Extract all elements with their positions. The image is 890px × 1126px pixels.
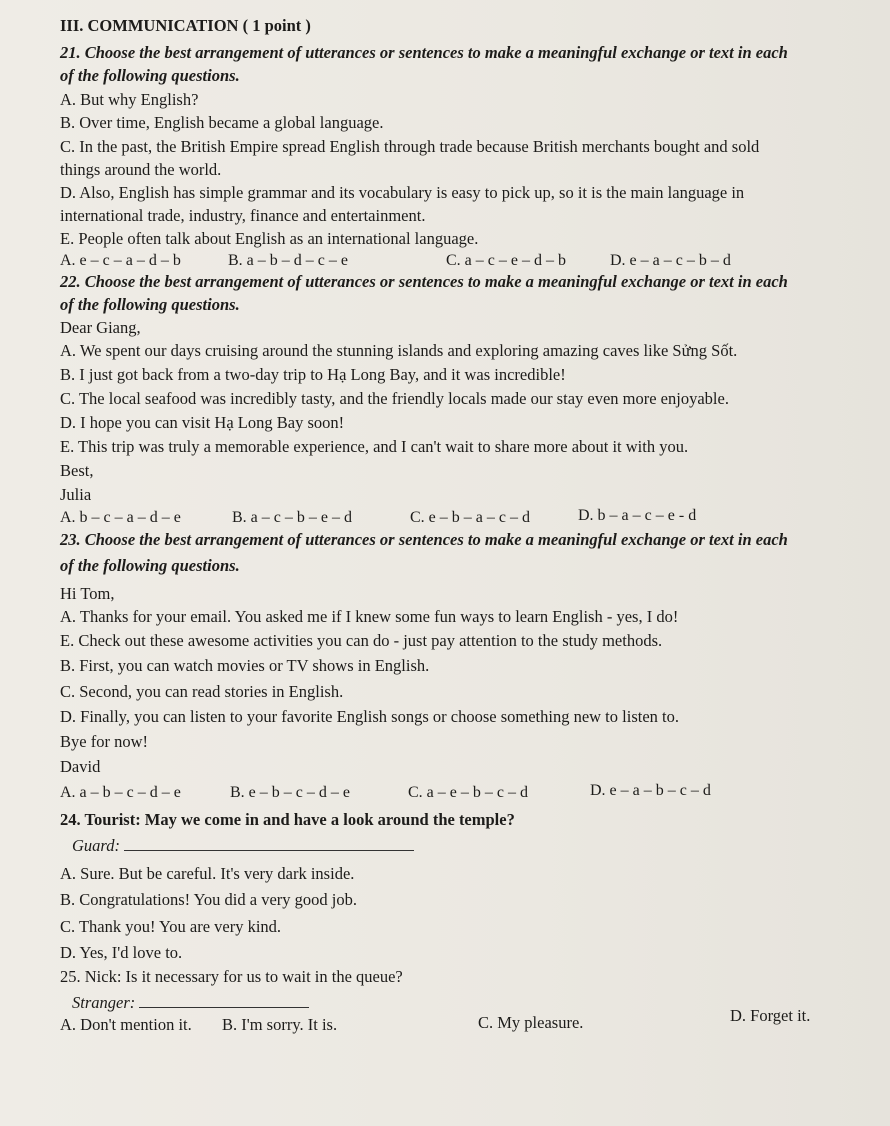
q21-line-d-cont: international trade, industry, finance and entertainment. <box>60 206 426 225</box>
q22-line-a: A. We spent our days cruising around the stunning islands and exploring amazing caves like Sửng Sốt. <box>60 341 738 360</box>
q23-closing: Bye for now! <box>60 732 148 751</box>
q23-option-d[interactable]: D. e – a – b – c – d <box>590 782 711 799</box>
q21-option-c[interactable]: C. a – c – e – d – b <box>446 252 566 269</box>
q25-prompt-text: 25. Nick: Is it necessary for us to wait in the queue? <box>60 967 403 986</box>
q23-option-b[interactable]: B. e – b – c – d – e <box>230 784 350 801</box>
q21-line-d: D. Also, English has simple grammar and its vocabulary is easy to pick up, so it is the main language in <box>60 183 745 202</box>
q23-option-a[interactable]: A. a – b – c – d – e <box>60 784 181 801</box>
section-title: III. COMMUNICATION ( 1 point ) <box>60 16 311 35</box>
q25-prompt <box>60 967 403 987</box>
q24-prompt-text: 24. Tourist: May we come in and have a look around the temple? <box>60 810 515 829</box>
q25-answer-line <box>72 993 309 1013</box>
q24-answer-blank[interactable] <box>124 836 414 851</box>
q25-speaker: Stranger: <box>72 993 136 1012</box>
q23-line-b: B. First, you can watch movies or TV shows in English. <box>60 656 430 675</box>
q22-line-e: E. This trip was truly a memorable experience, and I can't wait to share more about it with you. <box>60 437 689 456</box>
q25-option-a[interactable]: A. Don't mention it. <box>60 1015 192 1034</box>
q22-option-a[interactable]: A. b – c – a – d – e <box>60 509 181 526</box>
q24-option-a[interactable]: A. Sure. But be careful. It's very dark inside. <box>60 864 355 883</box>
q22-line-c: C. The local seafood was incredibly tasty, and the friendly locals made our stay even more enjoyable. <box>60 389 729 408</box>
q23-line-d: D. Finally, you can listen to your favorite English songs or choose something new to listen to. <box>60 707 679 726</box>
q23-greeting: Hi Tom, <box>60 584 115 603</box>
q22-line-b: B. I just got back from a two-day trip to Hạ Long Bay, and it was incredible! <box>60 365 566 384</box>
q21-line-c-cont: things around the world. <box>60 160 222 179</box>
q25-option-d[interactable]: D. Forget it. <box>730 1006 811 1025</box>
q21-line-b: B. Over time, English became a global language. <box>60 113 384 132</box>
q23-line-a: A. Thanks for your email. You asked me if I knew some fun ways to learn English - yes, I do! <box>60 607 679 626</box>
q22-greeting: Dear Giang, <box>60 318 141 337</box>
q22-closing: Best, <box>60 461 94 480</box>
q25-option-c[interactable]: C. My pleasure. <box>478 1013 584 1032</box>
q25-option-b[interactable]: B. I'm sorry. It is. <box>222 1015 338 1034</box>
q24-answer-line <box>72 836 414 856</box>
q22-option-c[interactable]: C. e – b – a – c – d <box>410 509 530 526</box>
q21-option-b[interactable]: B. a – b – d – c – e <box>228 252 348 269</box>
q24-option-c[interactable]: C. Thank you! You are very kind. <box>60 917 282 936</box>
q21-line-c: C. In the past, the British Empire spread English through trade because British merchants bought and sold <box>60 137 760 156</box>
q21-option-d[interactable]: D. e – a – c – b – d <box>610 252 731 269</box>
q24-option-b[interactable]: B. Congratulations! You did a very good job. <box>60 890 357 909</box>
q23-line-c: C. Second, you can read stories in English. <box>60 682 344 701</box>
q22-prompt: 22. Choose the best arrangement of utterances or sentences to make a meaningful exchange or text in each <box>60 272 788 291</box>
q21-line-e: E. People often talk about English as an international language. <box>60 229 479 248</box>
q25-answer-blank[interactable] <box>139 993 309 1008</box>
q21-prompt-cont: of the following questions. <box>60 66 240 85</box>
q23-prompt-cont: of the following questions. <box>60 556 240 575</box>
q22-prompt-cont: of the following questions. <box>60 295 240 314</box>
q21-prompt: 21. Choose the best arrangement of utterances or sentences to make a meaningful exchange or text in each <box>60 43 788 62</box>
q22-line-d: D. I hope you can visit Hạ Long Bay soon! <box>60 413 345 432</box>
q21-option-a[interactable]: A. e – c – a – d – b <box>60 252 181 269</box>
q24-prompt <box>60 810 515 830</box>
q24-option-d[interactable]: D. Yes, I'd love to. <box>60 943 183 962</box>
q23-line-e: E. Check out these awesome activities you can do - just pay attention to the study methods. <box>60 631 663 650</box>
q22-option-d[interactable]: D. b – a – c – e - d <box>578 507 697 524</box>
q22-signature: Julia <box>60 485 92 504</box>
q21-line-a: A. But why English? <box>60 90 199 109</box>
q23-option-c[interactable]: C. a – e – b – c – d <box>408 784 528 801</box>
q23-prompt: 23. Choose the best arrangement of utterances or sentences to make a meaningful exchange or text in each <box>60 530 788 549</box>
q24-speaker: Guard: <box>72 836 120 855</box>
q22-option-b[interactable]: B. a – c – b – e – d <box>232 509 352 526</box>
q23-signature: David <box>60 757 101 776</box>
